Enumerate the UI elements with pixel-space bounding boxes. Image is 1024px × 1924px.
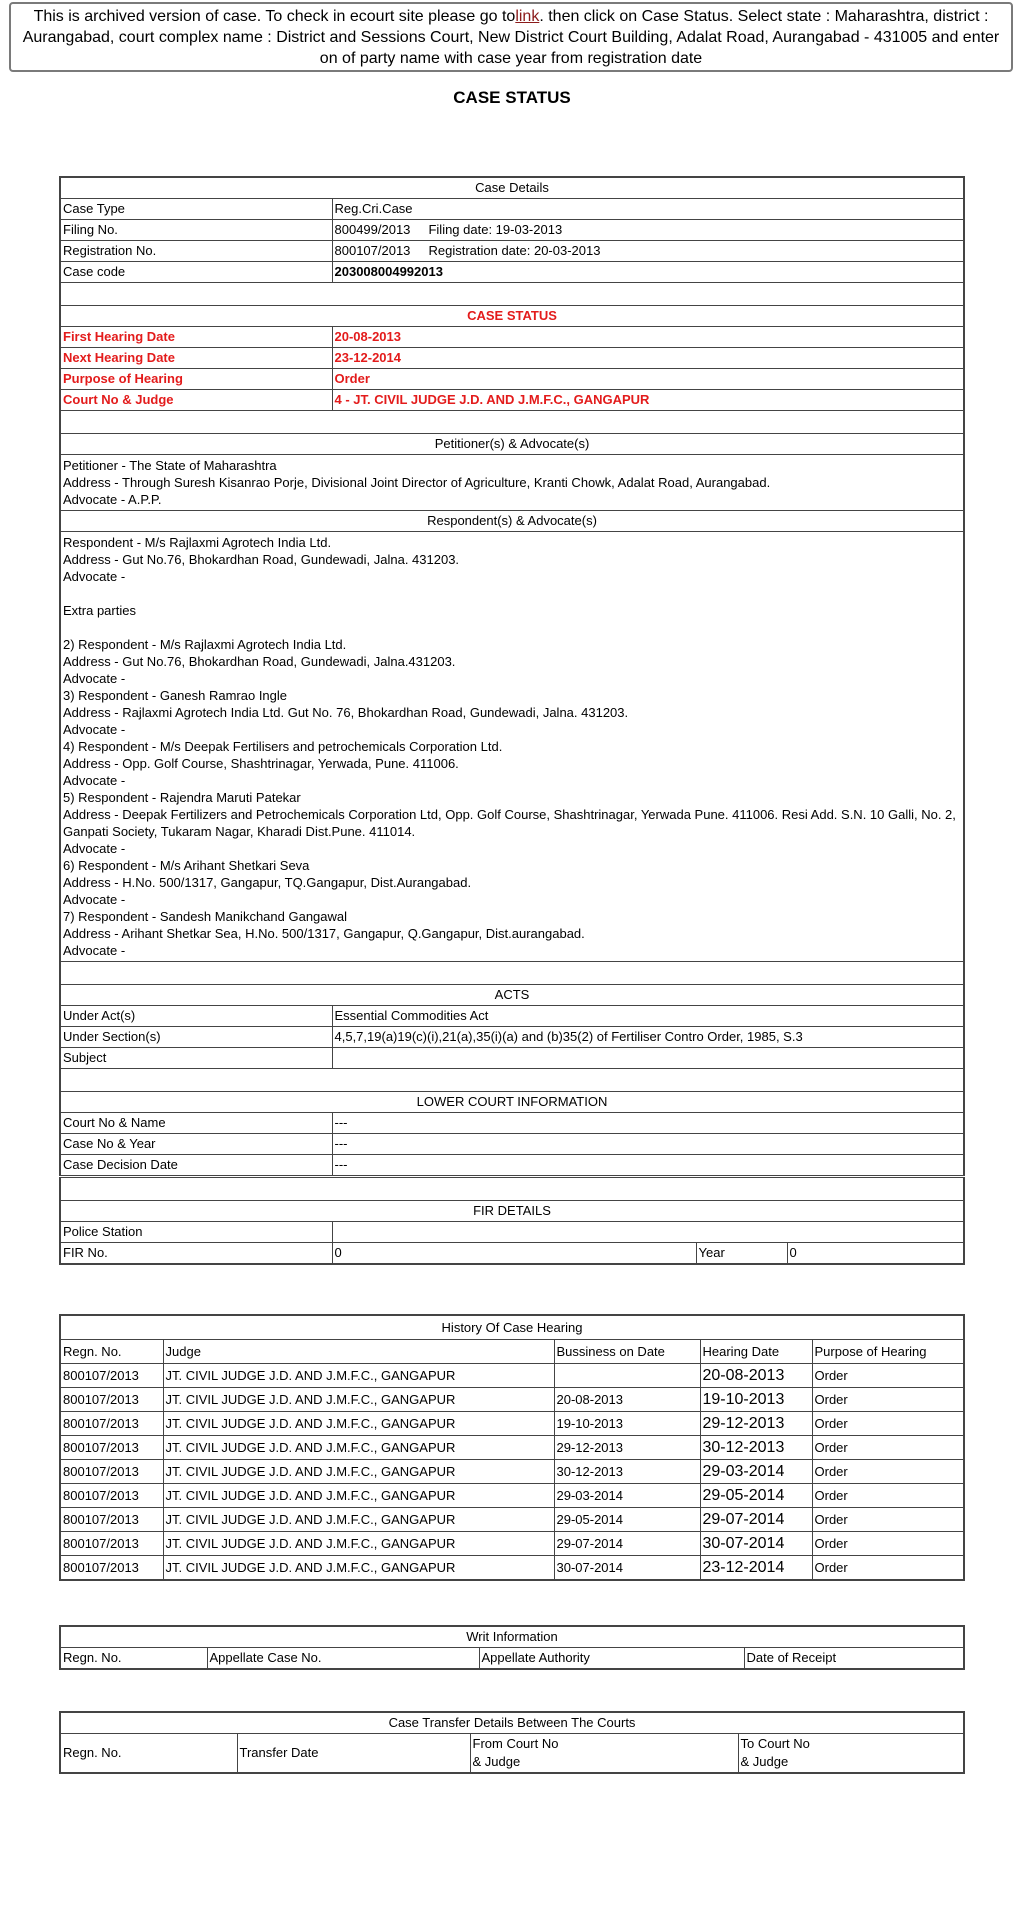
- col-transfer-date: Transfer Date: [237, 1734, 470, 1774]
- respondents-header: Respondent(s) & Advocate(s): [60, 511, 964, 532]
- respondent-line: Address - Arihant Shetkar Sea, H.No. 500/1317, Gangapur, Q.Gangapur, Dist.aurangabad.: [63, 926, 585, 941]
- petitioners-block: [60, 455, 964, 511]
- table-row: [60, 1388, 964, 1412]
- notice-text-before: This is archived version of case. To check in ecourt site please go to: [33, 8, 516, 25]
- regn-no: 800107/2013: [60, 1508, 163, 1532]
- spacer-row: [60, 411, 964, 434]
- history-column-headers: [60, 1340, 964, 1364]
- next-hearing-value: 23-12-2014: [332, 348, 964, 369]
- hearing-date: 30-12-2013: [700, 1436, 812, 1460]
- writ-table: [59, 1625, 965, 1670]
- table-row: [60, 220, 964, 241]
- year-value: 0: [787, 1243, 963, 1263]
- table-row: [60, 1508, 964, 1532]
- purpose: Order: [812, 1508, 964, 1532]
- col-date-of-receipt: Date of Receipt: [744, 1648, 964, 1670]
- hearing-date: 30-07-2014: [700, 1532, 812, 1556]
- business-date: 29-05-2014: [554, 1508, 700, 1532]
- business-date: 29-07-2014: [554, 1532, 700, 1556]
- ecourt-link[interactable]: link: [515, 8, 540, 25]
- first-hearing-value: 20-08-2013: [332, 327, 964, 348]
- purpose: Order: [812, 1460, 964, 1484]
- respondent-line: Address - Gut No.76, Bhokardhan Road, Gundewadi, Jalna.431203.: [63, 654, 456, 669]
- history-header: History Of Case Hearing: [60, 1315, 964, 1340]
- registration-no-value: 800107/2013 Registration date: 20-03-2013: [332, 241, 964, 262]
- hearing-date: 19-10-2013: [700, 1388, 812, 1412]
- table-row: [60, 1364, 964, 1388]
- respondent-line: Advocate -: [63, 569, 126, 584]
- respondent-line: Address - H.No. 500/1317, Gangapur, TQ.Gangapur, Dist.Aurangabad.: [63, 875, 472, 890]
- judge: JT. CIVIL JUDGE J.D. AND J.M.F.C., GANGAPUR: [163, 1508, 554, 1532]
- regn-no: 800107/2013: [60, 1364, 163, 1388]
- petitioner-line: Address - Through Suresh Kisanrao Porje, Divisional Joint Director of Agriculture, Kranti Chowk, Adalat Road, Aurangabad.: [63, 475, 771, 490]
- business-date: 29-03-2014: [554, 1484, 700, 1508]
- table-row: [60, 1532, 964, 1556]
- hearing-date: 29-03-2014: [700, 1460, 812, 1484]
- fir-no-label: FIR No.: [60, 1243, 332, 1265]
- judge: JT. CIVIL JUDGE J.D. AND J.M.F.C., GANGAPUR: [163, 1364, 554, 1388]
- business-date: 30-07-2014: [554, 1556, 700, 1581]
- hearing-date: 23-12-2014: [700, 1556, 812, 1581]
- regn-no: 800107/2013: [60, 1460, 163, 1484]
- court-judge-label: Court No & Judge: [60, 390, 332, 411]
- regn-no: 800107/2013: [60, 1556, 163, 1581]
- table-row: [60, 1412, 964, 1436]
- purpose: Order: [812, 1484, 964, 1508]
- table-row: [60, 241, 964, 262]
- col-purpose: Purpose of Hearing: [812, 1340, 964, 1364]
- judge: JT. CIVIL JUDGE J.D. AND J.M.F.C., GANGAPUR: [163, 1460, 554, 1484]
- purpose: Order: [812, 1532, 964, 1556]
- respondent-line: 4) Respondent - M/s Deepak Fertilisers and petrochemicals Corporation Ltd.: [63, 739, 503, 754]
- purpose: Order: [812, 1388, 964, 1412]
- col-judge: Judge: [163, 1340, 554, 1364]
- to-court-line1: To Court No: [740, 1736, 810, 1751]
- purpose: Order: [812, 1412, 964, 1436]
- col-from-court: [470, 1734, 738, 1774]
- table-row: [60, 1113, 964, 1134]
- under-section-label: Under Section(s): [60, 1027, 332, 1048]
- respondent-line: Advocate -: [63, 773, 126, 788]
- respondent-line: 2) Respondent - M/s Rajlaxmi Agrotech India Ltd.: [63, 637, 347, 652]
- respondent-line: [63, 585, 961, 602]
- table-row: [60, 327, 964, 348]
- hearing-date: 20-08-2013: [700, 1364, 812, 1388]
- archive-notice: [9, 2, 1013, 72]
- police-station-label: Police Station: [60, 1222, 332, 1243]
- case-type-label: Case Type: [60, 199, 332, 220]
- table-row: [60, 1556, 964, 1581]
- case-status-header: CASE STATUS: [60, 306, 964, 327]
- spacer-row: [60, 283, 964, 306]
- case-details-table: [59, 176, 965, 1265]
- under-act-label: Under Act(s): [60, 1006, 332, 1027]
- table-row: [60, 1134, 964, 1155]
- subject-value: [332, 1048, 964, 1069]
- respondent-line: 5) Respondent - Rajendra Maruti Patekar: [63, 790, 301, 805]
- purpose: Order: [812, 1556, 964, 1581]
- respondents-block: [60, 532, 964, 962]
- subject-label: Subject: [60, 1048, 332, 1069]
- regn-no: 800107/2013: [60, 1484, 163, 1508]
- judge: JT. CIVIL JUDGE J.D. AND J.M.F.C., GANGAPUR: [163, 1436, 554, 1460]
- table-row: [60, 1155, 964, 1177]
- col-appellate-authority: Appellate Authority: [479, 1648, 744, 1670]
- case-code-value: 203008004992013: [332, 262, 964, 283]
- petitioner-line: Petitioner - The State of Maharashtra: [63, 458, 277, 473]
- table-row: [60, 1027, 964, 1048]
- notice-text-after: . then click on Case Status. Select state : Maharashtra, district : Aurangabad, court complex name : District and Sessions Court, New District Court Building, Adalat Road, Aurangabad - 431005 and enter on of party name with case year from registration date: [22, 8, 1000, 67]
- col-business-date: Bussiness on Date: [554, 1340, 700, 1364]
- hearing-history-table: [59, 1314, 965, 1581]
- respondent-line: Advocate -: [63, 841, 126, 856]
- respondent-line: Extra parties: [63, 603, 136, 618]
- respondent-line: Advocate -: [63, 671, 126, 686]
- case-details-header: Case Details: [60, 177, 964, 199]
- col-regn-no: Regn. No.: [60, 1734, 237, 1774]
- spacer-row: [60, 1069, 964, 1092]
- judge: JT. CIVIL JUDGE J.D. AND J.M.F.C., GANGAPUR: [163, 1532, 554, 1556]
- from-court-line1: From Court No: [472, 1736, 559, 1751]
- table-row: [60, 348, 964, 369]
- respondent-line: Advocate -: [63, 943, 126, 958]
- table-row: [60, 390, 964, 411]
- petitioners-header: Petitioner(s) & Advocate(s): [60, 434, 964, 455]
- table-row: [60, 199, 964, 220]
- next-hearing-label: Next Hearing Date: [60, 348, 332, 369]
- respondent-line: Respondent - M/s Rajlaxmi Agrotech India Ltd.: [63, 535, 332, 550]
- fir-no-value: 0: [333, 1243, 697, 1263]
- under-section-value: 4,5,7,19(a)19(c)(i),21(a),35(i)(a) and (b)35(2) of Fertiliser Contro Order, 1985, S.3: [332, 1027, 964, 1048]
- court-judge-value: 4 - JT. CIVIL JUDGE J.D. AND J.M.F.C., GANGAPUR: [332, 390, 964, 411]
- table-row: [60, 1436, 964, 1460]
- spacer-row: [60, 962, 964, 985]
- judge: JT. CIVIL JUDGE J.D. AND J.M.F.C., GANGAPUR: [163, 1484, 554, 1508]
- fir-no-cell: [332, 1243, 964, 1265]
- petitioner-line: Advocate - A.P.P.: [63, 492, 162, 507]
- regn-no: 800107/2013: [60, 1532, 163, 1556]
- respondent-line: 6) Respondent - M/s Arihant Shetkari Seva: [63, 858, 310, 873]
- to-court-line2: & Judge: [740, 1754, 789, 1769]
- lower-court-header: LOWER COURT INFORMATION: [60, 1092, 964, 1113]
- table-row: [60, 1484, 964, 1508]
- under-act-value: Essential Commodities Act: [332, 1006, 964, 1027]
- purpose-label: Purpose of Hearing: [60, 369, 332, 390]
- table-row: [60, 262, 964, 283]
- regn-no: 800107/2013: [60, 1436, 163, 1460]
- respondent-line: Advocate -: [63, 722, 126, 737]
- transfer-column-headers: [60, 1734, 964, 1774]
- decision-date-value: ---: [332, 1155, 964, 1177]
- case-code-label: Case code: [60, 262, 332, 283]
- table-row: [60, 1222, 964, 1243]
- page-title: CASE STATUS: [453, 88, 571, 107]
- writ-header: Writ Information: [60, 1626, 964, 1648]
- case-year-label: Case No & Year: [60, 1134, 332, 1155]
- transfer-header: Case Transfer Details Between The Courts: [60, 1712, 964, 1734]
- purpose-value: Order: [332, 369, 964, 390]
- fir-inner-table: [333, 1243, 964, 1263]
- business-date: 19-10-2013: [554, 1412, 700, 1436]
- purpose: Order: [812, 1364, 964, 1388]
- col-hearing-date: Hearing Date: [700, 1340, 812, 1364]
- col-to-court: [738, 1734, 964, 1774]
- respondent-line: Address - Opp. Golf Course, Shashtrinagar, Yerwada, Pune. 411006.: [63, 756, 459, 771]
- judge: JT. CIVIL JUDGE J.D. AND J.M.F.C., GANGAPUR: [163, 1388, 554, 1412]
- respondent-line: Address - Gut No.76, Bhokardhan Road, Gundewadi, Jalna. 431203.: [63, 552, 460, 567]
- transfer-table: [59, 1711, 965, 1774]
- respondent-line: Advocate -: [63, 892, 126, 907]
- table-row: [60, 1048, 964, 1069]
- regn-no: 800107/2013: [60, 1412, 163, 1436]
- court-name-value: ---: [332, 1113, 964, 1134]
- registration-no-label: Registration No.: [60, 241, 332, 262]
- case-year-value: ---: [332, 1134, 964, 1155]
- table-row: [60, 369, 964, 390]
- court-name-label: Court No & Name: [60, 1113, 332, 1134]
- police-station-value: [332, 1222, 964, 1243]
- filing-no-label: Filing No.: [60, 220, 332, 241]
- first-hearing-label: First Hearing Date: [60, 327, 332, 348]
- respondent-line: 7) Respondent - Sandesh Manikchand Gangawal: [63, 909, 348, 924]
- fir-header: FIR DETAILS: [60, 1201, 964, 1222]
- respondent-line: [63, 619, 961, 636]
- respondent-line: 3) Respondent - Ganesh Ramrao Ingle: [63, 688, 288, 703]
- hearing-date: 29-12-2013: [700, 1412, 812, 1436]
- business-date: 20-08-2013: [554, 1388, 700, 1412]
- business-date: 29-12-2013: [554, 1436, 700, 1460]
- decision-date-label: Case Decision Date: [60, 1155, 332, 1177]
- judge: JT. CIVIL JUDGE J.D. AND J.M.F.C., GANGAPUR: [163, 1412, 554, 1436]
- judge: JT. CIVIL JUDGE J.D. AND J.M.F.C., GANGAPUR: [163, 1556, 554, 1581]
- business-date: [554, 1364, 700, 1388]
- filing-no-value: 800499/2013 Filing date: 19-03-2013: [332, 220, 964, 241]
- acts-header: ACTS: [60, 985, 964, 1006]
- hearing-date: 29-05-2014: [700, 1484, 812, 1508]
- table-row: [60, 1460, 964, 1484]
- respondent-line: Address - Deepak Fertilizers and Petrochemicals Corporation Ltd, Opp. Golf Course, Shashtrinagar, Yerwada Pune. 411006. Resi Add. S.N. 10 Galli, No. 2, Ganpati Society, Tukaram Nagar, Kharadi Dist.Pune. 411014.: [63, 807, 956, 839]
- col-appellate-case-no: Appellate Case No.: [207, 1648, 479, 1670]
- purpose: Order: [812, 1436, 964, 1460]
- from-court-line2: & Judge: [472, 1754, 521, 1769]
- respondent-line: Address - Rajlaxmi Agrotech India Ltd. Gut No. 76, Bhokardhan Road, Gundewadi, Jalna. 431203.: [63, 705, 629, 720]
- spacer-row: [60, 1177, 964, 1201]
- col-regn-no: Regn. No.: [60, 1648, 207, 1670]
- writ-column-headers: [60, 1648, 964, 1670]
- col-regn-no: Regn. No.: [60, 1340, 163, 1364]
- table-row: [60, 1006, 964, 1027]
- table-row: [60, 1243, 964, 1265]
- business-date: 30-12-2013: [554, 1460, 700, 1484]
- regn-no: 800107/2013: [60, 1388, 163, 1412]
- case-type-value: Reg.Cri.Case: [332, 199, 964, 220]
- year-label: Year: [696, 1243, 787, 1263]
- hearing-date: 29-07-2014: [700, 1508, 812, 1532]
